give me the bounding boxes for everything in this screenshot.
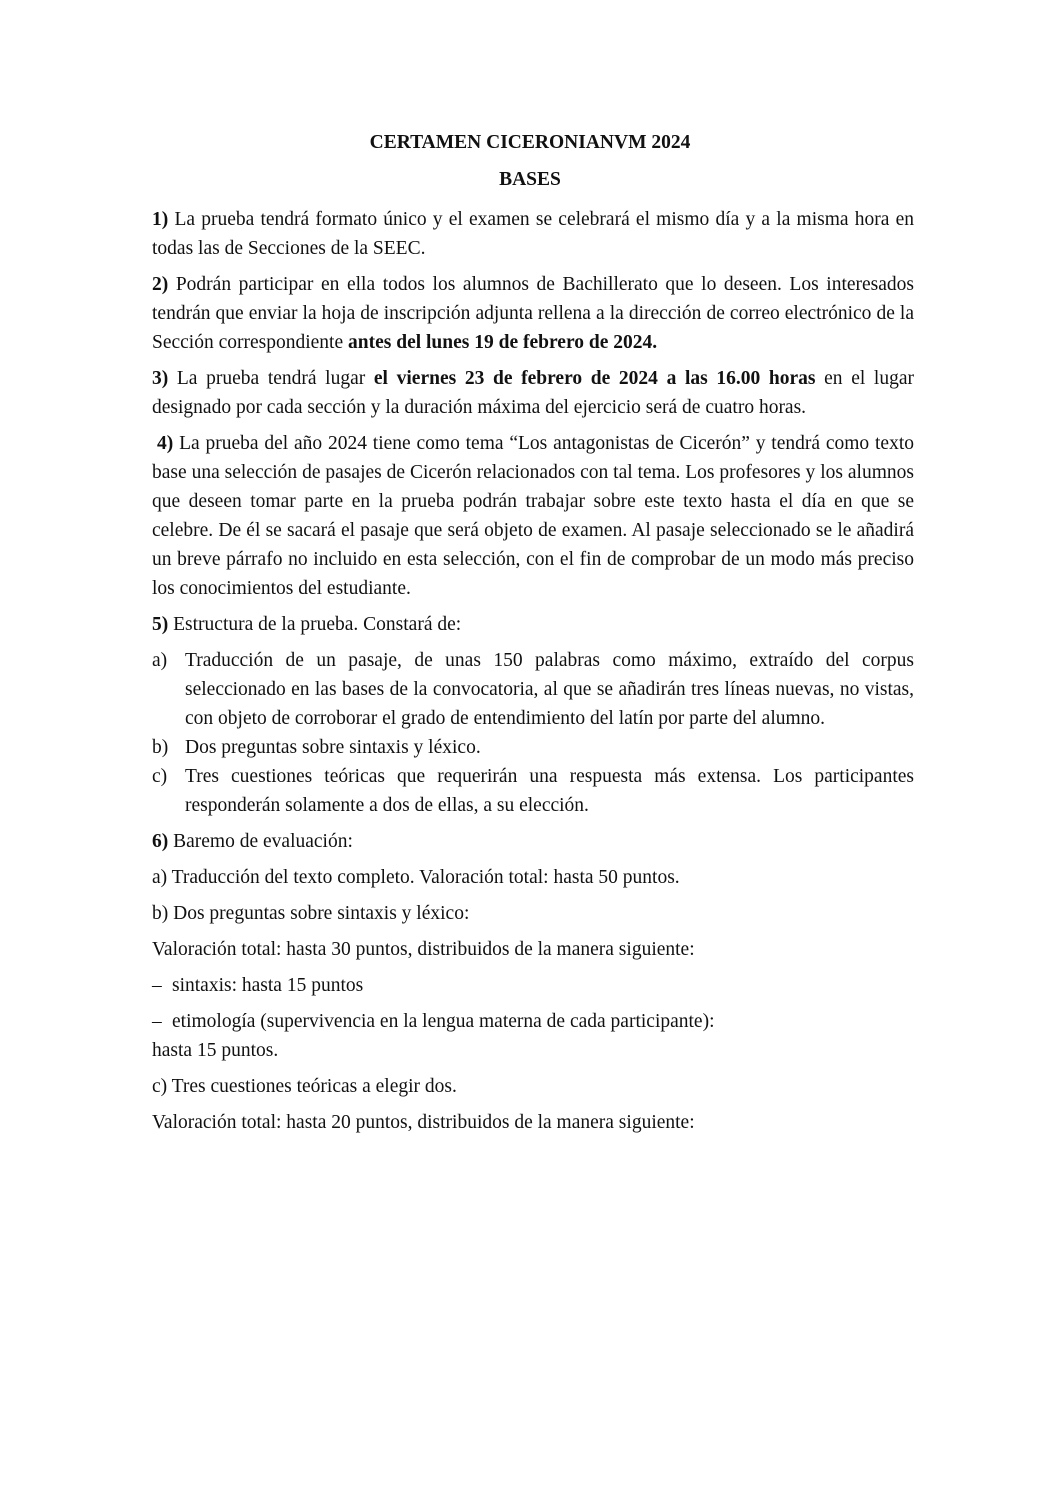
deadline-text: antes del lunes 19 de febrero de 2024. [348, 332, 658, 353]
grading-b-etymology [152, 1007, 914, 1065]
grading-c: c) Tres cuestiones teóricas a elegir dos. [152, 1076, 457, 1097]
rule-5 [152, 610, 914, 639]
grading-b-total: Valoración total: hasta 30 puntos, distribuidos de la manera siguiente: [152, 939, 695, 960]
rule-1 [152, 205, 914, 263]
rule-2 [152, 270, 914, 357]
page-title: CERTAMEN CICERONIANVM 2024 [369, 132, 691, 153]
grading-c-total: Valoración total: hasta 20 puntos, distribuidos de la manera siguiente: [152, 1112, 695, 1133]
rule-text: Baremo de evaluación: [168, 831, 353, 852]
dash-bullet: – [152, 975, 162, 996]
grading-item-text: etimología (supervivencia en la lengua materna de cada participante): [172, 1011, 715, 1032]
list-item-text: Dos preguntas sobre sintaxis y léxico. [185, 737, 481, 758]
rule-text: La prueba tendrá formato único y el examen se celebrará el mismo día y a la misma hora en todas las de Secciones de la SEEC. [152, 209, 914, 259]
rule-number: 6) [152, 831, 169, 852]
exam-date-text: el viernes 23 de febrero de 2024 a las 16.00 horas [373, 368, 816, 389]
rule-6 [152, 827, 914, 856]
document-body [152, 205, 914, 1144]
page-subtitle: BASES [499, 169, 561, 190]
list-item-text: Tres cuestiones teóricas que requerirán una respuesta más extensa. Los participantes responderán solamente a dos de ellas, a su elección. [185, 766, 914, 816]
rule-3 [152, 364, 914, 422]
grading-item-text-cont: hasta 15 puntos. [152, 1040, 279, 1061]
list-marker: c) [152, 766, 168, 787]
rule-text-cont: en el lugar designado por cada sección y la duración máxima del ejercicio será de cuatro horas. [152, 368, 914, 418]
rule-text: La prueba del año 2024 tiene como tema “Los antagonistas de Cicerón” y tendrá como texto base una selección de pasajes de Cicerón relacionados con tal tema. Los profesores y los alumnos que deseen tomar parte en la prueba podrán trabajar sobre este texto hasta el día en que se celebre. De él se sacará el pasaje que será objeto de examen. Al pasaje seleccionado se le añadirá un breve párrafo no incluido en esta selección, con el fin de comprobar de un modo más preciso los conocimientos del estudiante. [152, 433, 914, 599]
rule-number: 5) [152, 614, 169, 635]
rule-number: 1) [152, 209, 169, 230]
list-item [152, 733, 914, 762]
grading-a: a) Traducción del texto completo. Valoración total: hasta 50 puntos. [152, 867, 680, 888]
rule-4 [152, 429, 914, 603]
list-marker: a) [152, 650, 168, 671]
list-marker: b) [152, 737, 169, 758]
rule-text: Podrán participar en ella todos los alumnos de Bachillerato que lo deseen. Los interesados tendrán que enviar la hoja de inscripción adjunta rellena a la dirección de correo electrónico de la Sección correspondiente [152, 274, 914, 353]
rule-number: 4) [157, 433, 174, 454]
grading-item-text: sintaxis: hasta 15 puntos [172, 975, 364, 996]
list-item [152, 762, 914, 820]
rule-number: 2) [152, 274, 169, 295]
rule-text: La prueba tendrá lugar [168, 368, 374, 389]
list-item [152, 646, 914, 733]
rule-text: Estructura de la prueba. Constará de: [168, 614, 462, 635]
list-item-text: Traducción de un pasaje, de unas 150 palabras como máximo, extraído del corpus seleccionado en las bases de la convocatoria, al que se añadirán tres líneas nuevas, no vistas, con objeto de corroborar el grado de entendimiento del latín por parte del alumno. [185, 650, 914, 729]
rule-number: 3) [152, 368, 169, 389]
grading-b-syntax [152, 971, 914, 1000]
dash-bullet: – [152, 1011, 162, 1032]
grading-b: b) Dos preguntas sobre sintaxis y léxico: [152, 903, 470, 924]
exam-structure-list [152, 646, 914, 820]
